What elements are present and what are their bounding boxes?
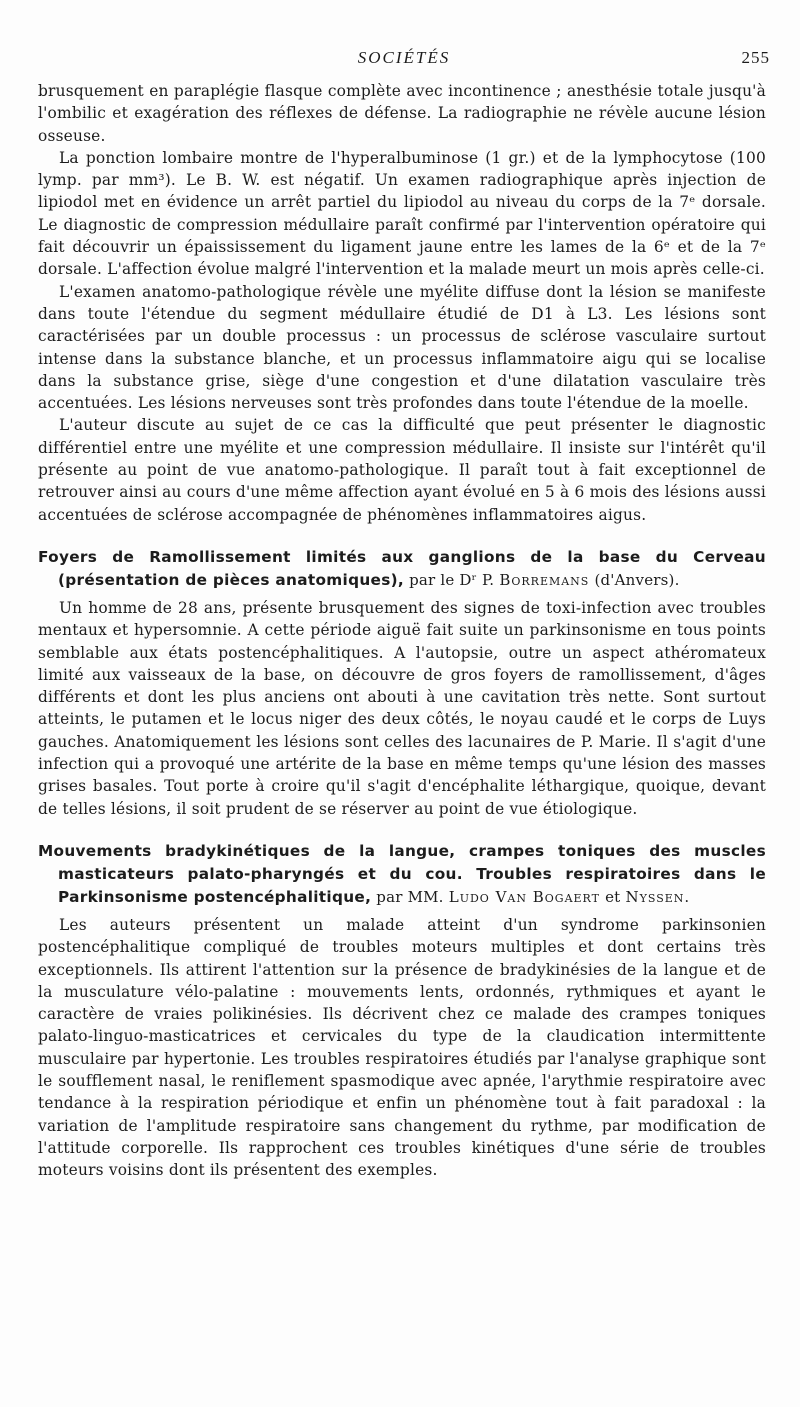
author-name: Ludo Van Bogaert — [448, 887, 600, 906]
author-prefix: par MM. — [376, 887, 444, 906]
section-body: Un homme de 28 ans, présente brusquement des signes de toxi-infection avec troubles mentaux et hypersomnie. A cette période aiguë fait suite un parkinsonisme en tous points semblable aux états postencéphalitiques. A l'autopsie, outre un aspect athéromateux limité aux vaisseaux de la base, on découvre de gros foyers de ramollissement, d'âges différents et dont les plus anciens ont abouti à une cavitation très nette. Sont surtout atteints, le putamen et le locus niger des deux côtés, le noyau caudé et le corps de Luys gauches. Anatomiquement les lésions sont celles des lacunaires de P. Marie. Il s'agit d'une infection qui a provoqué une artérite de la base en même temps qu'une lésion des masses grises basales. Tout porte à croire qu'il s'agit d'encéphalite léthargique, quoique, devant de telles lésions, il soit prudent de se réserver au point de vue étiologique. — [38, 598, 766, 818]
paragraph-continued: brusquement en paraplégie flasque complète avec incontinence ; anesthésie totale jusqu'à l'ombilic et exagération des réflexes de défense. La radiographie ne révèle aucune lésion osseuse. — [38, 82, 766, 145]
page-number: 255 — [741, 48, 770, 67]
page-content — [38, 80, 766, 1181]
section-title: Foyers de Ramollissement limités aux ganglions de la base du Cerveau (présentation de pièces anatomiques), — [38, 547, 766, 589]
author-join: et — [605, 887, 621, 906]
paragraph: La ponction lombaire montre de l'hyperalbuminose (1 gr.) et de la lymphocytose (100 lymp. par mm³). Le B. W. est négatif. Un examen radiographique après injection de lipiodol met en évidence un arrêt partiel du lipiodol au niveau du corps de la 7ᵉ dorsale. Le diagnostic de compression médullaire paraît confirmé par l'intervention opératoire qui fait découvrir un épaississement du ligament jaune entre les lames de la 6ᵉ et de la 7ᵉ dorsale. L'affection évolue malgré l'intervention et la malade meurt un mois après celle-ci. — [38, 148, 766, 279]
author-suffix: (d'Anvers). — [594, 570, 680, 589]
author-prefix: par le Dʳ P. — [409, 570, 495, 589]
section-heading-mouvements — [38, 840, 766, 909]
section-title: Mouvements bradykinétiques de la langue, crampes toniques des muscles masticateurs palato-pharyngés et du cou. Troubles respiratoires dans le Parkinsonisme postencéphalitique, — [38, 841, 766, 906]
section-heading-ramollissement — [38, 546, 766, 592]
paragraph: L'examen anatomo-pathologique révèle une myélite diffuse dont la lésion se manifeste dans toute l'étendue du segment médullaire étudié de D1 à L3. Les lésions sont caractérisées par un double processus : un processus de sclérose vasculaire surtout intense dans la substance blanche, et un processus inflammatoire aigu qui se localise dans la substance grise, siège d'une congestion et d'une dilatation vasculaire très accentuées. Les lésions nerveuses sont très profondes dans toute l'étendue de la moelle. — [38, 282, 766, 413]
author-name: Nyssen. — [625, 887, 691, 906]
running-title: SOCIÉTÉS — [357, 48, 451, 67]
running-header — [38, 48, 770, 70]
section-body: Les auteurs présentent un malade atteint d'un syndrome parkinsonien postencéphalitique compliqué de troubles moteurs multiples et dont certains très exceptionnels. Ils attirent l'attention sur la présence de bradykinésies de la langue et de la musculature vélo-palatine : mouvements lents, ordonnés, rythmiques et ayant le caractère de vraies polikinésies. Ils décrivent chez ce malade des crampes toniques palato-linguo-masticatrices et cervicales du type de la claudication intermittente musculaire par hypertonie. Les troubles respiratoires étudiés par l'analyse graphique sont le soufflement nasal, le reniflement spasmodique avec apnée, l'arythmie respiratoire avec tendance à la respiration périodique et enfin un phénomène tout à fait paradoxal : la variation de l'amplitude respiratoire sans changement du rythme, par modification de l'attitude corporelle. Ils rapprochent ces troubles kinétiques d'une série de troubles moteurs voisins dont ils présentent des exemples. — [38, 915, 766, 1180]
author-name: Borremans — [499, 570, 590, 589]
paragraph: L'auteur discute au sujet de ce cas la difficulté que peut présenter le diagnostic différentiel entre une myélite et une compression médullaire. Il insiste sur l'intérêt qu'il présente au point de vue anatomo-pathologique. Il paraît tout à fait exceptionnel de retrouver ainsi au cours d'une même affection ayant évolué en 5 à 6 mois des lésions aussi accentuées de sclérose accompagnée de phénomènes inflammatoires aigus. — [38, 416, 766, 524]
